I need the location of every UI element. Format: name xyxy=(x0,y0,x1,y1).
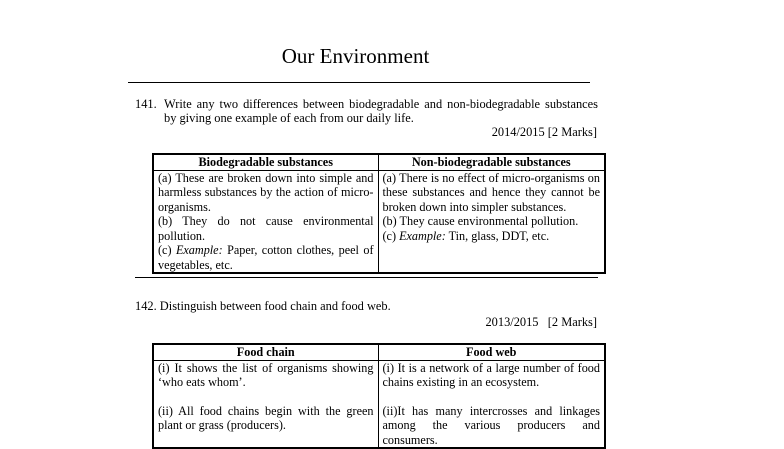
point-prefix: (c) xyxy=(382,228,400,243)
point-i: (i) It is a network of a large number of food chains existing in an ecosystem. xyxy=(382,360,600,389)
point-c xyxy=(383,229,601,244)
column-header: Food chain xyxy=(153,344,378,360)
point-ii: (ii)It has many intercrosses and linkages among the various producers and consumers. xyxy=(382,403,600,447)
point-b: (b) They do not cause environmental pollution. xyxy=(158,214,374,243)
table-row xyxy=(153,170,605,273)
point-c xyxy=(158,243,374,272)
column-header: Non-biodegradable substances xyxy=(378,154,605,170)
table-cell-food-chain xyxy=(153,360,378,448)
table-cell-food-web xyxy=(378,360,605,448)
question-text: Write any two differences between biodegradable and non-biodegradable substances by giving one example of each from our daily life. xyxy=(164,97,598,125)
question-text: Distinguish between food chain and food web. xyxy=(159,299,391,313)
point-i: (i) It shows the list of organisms showing ‘who eats whom’. xyxy=(158,360,374,389)
question-number: 141. xyxy=(135,97,157,111)
table-header-row xyxy=(153,154,605,170)
comparison-table-food-chain xyxy=(152,343,606,449)
point-prefix: (c) xyxy=(158,243,176,257)
question-marks: 2013/2015 [2 Marks] xyxy=(485,315,597,329)
table-cell-non-biodegradable xyxy=(378,170,605,273)
example-label: Example: xyxy=(399,228,446,243)
table-cell-biodegradable xyxy=(153,170,378,273)
example-text: Tin, glass, DDT, etc. xyxy=(445,228,550,243)
table-row xyxy=(153,360,605,448)
section-divider xyxy=(135,277,598,278)
column-header: Biodegradable substances xyxy=(153,154,378,170)
example-label: Example: xyxy=(175,243,223,257)
point-b: (b) They cause environmental pollution. xyxy=(382,214,579,228)
table-header-row xyxy=(153,344,605,360)
column-header: Food web xyxy=(378,344,605,360)
page-title: Our Environment xyxy=(281,44,430,68)
title-divider xyxy=(128,82,590,83)
question-142 xyxy=(135,299,598,313)
question-number: 142. xyxy=(135,299,157,313)
point-ii: (ii) All food chains begin with the green plant or grass (producers). xyxy=(158,403,374,432)
point-a: (a) These are broken down into simple and harmless substances by the action of micro-organisms. xyxy=(158,170,374,214)
example-text: Paper, cotton clothes, peel of vegetables, etc. xyxy=(158,243,374,272)
question-marks: 2014/2015 [2 Marks] xyxy=(491,125,597,139)
comparison-table-biodegradable xyxy=(152,153,606,274)
point-a: (a) There is no effect of micro-organisms on these substances and hence they cannot be broken down into simpler substances. xyxy=(382,170,600,214)
question-141 xyxy=(135,97,598,125)
